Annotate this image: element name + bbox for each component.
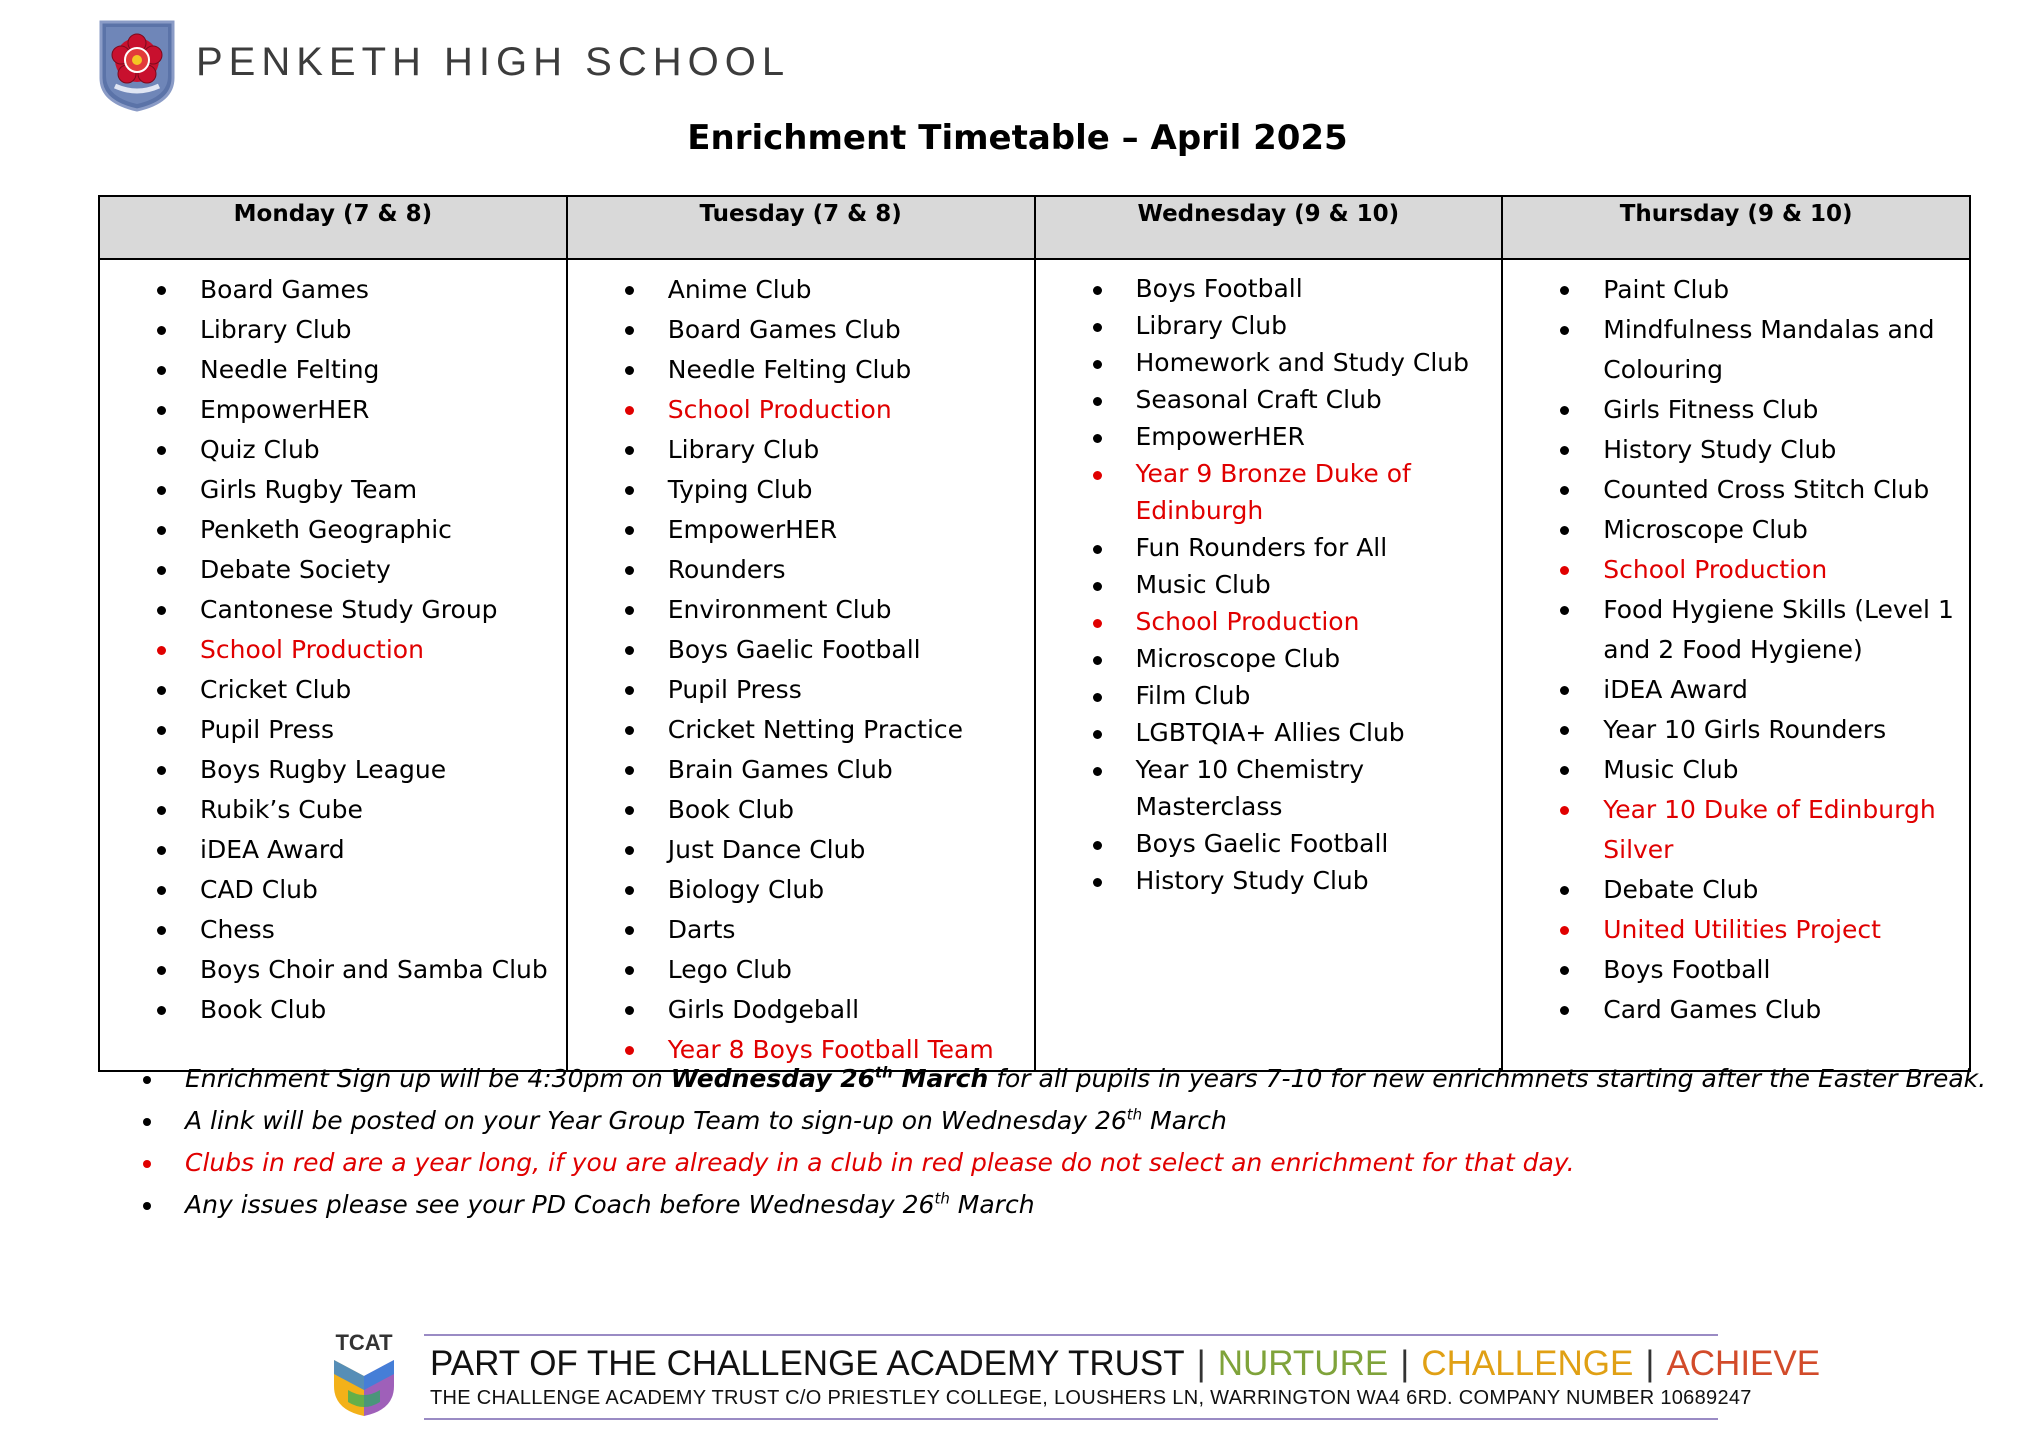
club-item: Girls Rugby Team — [100, 470, 566, 510]
club-item: Board Games — [100, 270, 566, 310]
club-item: Music Club — [1036, 566, 1502, 603]
club-item: LGBTQIA+ Allies Club — [1036, 714, 1502, 751]
tuesday-column — [567, 259, 1035, 1071]
club-item: Food Hygiene Skills (Level 1 and 2 Food Hygiene) — [1503, 590, 1969, 670]
monday-column — [99, 259, 567, 1071]
club-item: Cantonese Study Group — [100, 590, 566, 630]
note-link: A link will be posted on your Year Group Team to sign-up on Wednesday 26th March — [140, 1100, 1980, 1142]
note-date: Wednesday 26th March — [670, 1063, 989, 1093]
club-item: iDEA Award — [1503, 670, 1969, 710]
club-item: Card Games Club — [1503, 990, 1969, 1030]
wednesday-column — [1035, 259, 1503, 1071]
note-sign-up — [140, 1058, 1987, 1100]
club-item: Environment Club — [568, 590, 1034, 630]
footer-trust-line: PART OF THE CHALLENGE ACADEMY TRUST | NURTURE | CHALLENGE | ACHIEVE — [430, 1344, 1821, 1383]
club-item: Needle Felting Club — [568, 350, 1034, 390]
club-item: Seasonal Craft Club — [1036, 381, 1502, 418]
club-item: Boys Football — [1036, 270, 1502, 307]
footer-address: THE CHALLENGE ACADEMY TRUST C/O PRIESTLEY COLLEGE, LOUSHERS LN, WARRINGTON WA4 6RD. COMPANY NUMBER 10689247 — [430, 1387, 1752, 1409]
day-heading-thursday: Thursday (9 & 10) — [1502, 196, 1970, 259]
note-issues: Any issues please see your PD Coach before Wednesday 26th March — [140, 1184, 1980, 1226]
club-item: School Production — [1503, 550, 1969, 590]
club-item: Debate Club — [1503, 870, 1969, 910]
note-red-clubs: Clubs in red are a year long, if you are already in a club in red please do not select an enrichment for that day. — [140, 1142, 1980, 1184]
note-text: for all pupils in years 7-10 for new enrichmnets starting after the Easter Break. — [988, 1064, 1987, 1093]
club-item: Chess — [100, 910, 566, 950]
club-item: Rubik’s Cube — [100, 790, 566, 830]
club-item: Lego Club — [568, 950, 1034, 990]
club-item: Counted Cross Stitch Club — [1503, 470, 1969, 510]
club-item: Brain Games Club — [568, 750, 1034, 790]
club-item: Boys Football — [1503, 950, 1969, 990]
enrichment-timetable — [98, 195, 1971, 1072]
club-item: Cricket Club — [100, 670, 566, 710]
club-item: United Utilities Project — [1503, 910, 1969, 950]
club-item: Pupil Press — [568, 670, 1034, 710]
club-item: School Production — [568, 390, 1034, 430]
thursday-club-list — [1503, 260, 1969, 1030]
club-item: Boys Gaelic Football — [568, 630, 1034, 670]
club-item: EmpowerHER — [1036, 418, 1502, 455]
club-item: Microscope Club — [1503, 510, 1969, 550]
note-text: Enrichment Sign up will be 4:30pm on — [185, 1064, 671, 1093]
club-item: Girls Fitness Club — [1503, 390, 1969, 430]
tcat-logo-text: TCAT — [335, 1330, 393, 1355]
club-item: Debate Society — [100, 550, 566, 590]
page-title: Enrichment Timetable – April 2025 — [687, 118, 1348, 158]
club-item: Library Club — [1036, 307, 1502, 344]
thursday-column — [1502, 259, 1970, 1071]
notes-list — [140, 1058, 1987, 1226]
club-item: EmpowerHER — [100, 390, 566, 430]
club-item: Homework and Study Club — [1036, 344, 1502, 381]
day-heading-tuesday: Tuesday (7 & 8) — [567, 196, 1035, 259]
club-item: Just Dance Club — [568, 830, 1034, 870]
tcat-logo — [328, 1330, 400, 1420]
club-item: Typing Club — [568, 470, 1034, 510]
footer-achieve: ACHIEVE — [1666, 1344, 1821, 1383]
club-item: EmpowerHER — [568, 510, 1034, 550]
club-item: Year 9 Bronze Duke of Edinburgh — [1036, 455, 1502, 529]
club-item: Paint Club — [1503, 270, 1969, 310]
school-name: PENKETH HIGH SCHOOL — [196, 40, 791, 84]
footer-challenge: CHALLENGE — [1421, 1344, 1634, 1383]
day-heading-monday: Monday (7 & 8) — [99, 196, 567, 259]
club-item: Book Club — [100, 990, 566, 1030]
school-crest-logo — [97, 20, 177, 112]
club-item: Board Games Club — [568, 310, 1034, 350]
club-item: Library Club — [100, 310, 566, 350]
club-item: Fun Rounders for All — [1036, 529, 1502, 566]
club-item: Boys Rugby League — [100, 750, 566, 790]
club-item: iDEA Award — [100, 830, 566, 870]
club-item: Biology Club — [568, 870, 1034, 910]
club-item: Boys Choir and Samba Club — [100, 950, 566, 990]
club-item: Quiz Club — [100, 430, 566, 470]
footer-nurture: NURTURE — [1217, 1344, 1389, 1383]
club-item: School Production — [1036, 603, 1502, 640]
club-item: Penketh Geographic — [100, 510, 566, 550]
club-item: Library Club — [568, 430, 1034, 470]
club-item: Anime Club — [568, 270, 1034, 310]
club-item: Year 10 Duke of Edinburgh Silver — [1503, 790, 1969, 870]
club-item: Girls Dodgeball — [568, 990, 1034, 1030]
club-item: Microscope Club — [1036, 640, 1502, 677]
club-item: Needle Felting — [100, 350, 566, 390]
wednesday-club-list — [1036, 260, 1502, 899]
club-item: Cricket Netting Practice — [568, 710, 1034, 750]
club-item: Year 10 Chemistry Masterclass — [1036, 751, 1502, 825]
club-item: History Study Club — [1036, 862, 1502, 899]
club-item: Pupil Press — [100, 710, 566, 750]
club-item: Book Club — [568, 790, 1034, 830]
club-item: Boys Gaelic Football — [1036, 825, 1502, 862]
club-item: Music Club — [1503, 750, 1969, 790]
club-item: School Production — [100, 630, 566, 670]
footer-trust: PART OF THE CHALLENGE ACADEMY TRUST — [430, 1344, 1185, 1383]
club-item: Mindfulness Mandalas and Colouring — [1503, 310, 1969, 390]
club-item: CAD Club — [100, 870, 566, 910]
club-item: Year 10 Girls Rounders — [1503, 710, 1969, 750]
tuesday-club-list — [568, 260, 1034, 1070]
club-item: History Study Club — [1503, 430, 1969, 470]
club-item: Darts — [568, 910, 1034, 950]
day-heading-wednesday: Wednesday (9 & 10) — [1035, 196, 1503, 259]
club-item: Rounders — [568, 550, 1034, 590]
monday-club-list — [100, 260, 566, 1030]
club-item: Film Club — [1036, 677, 1502, 714]
club-item: Year 8 Boys Football Team — [568, 1030, 1034, 1070]
